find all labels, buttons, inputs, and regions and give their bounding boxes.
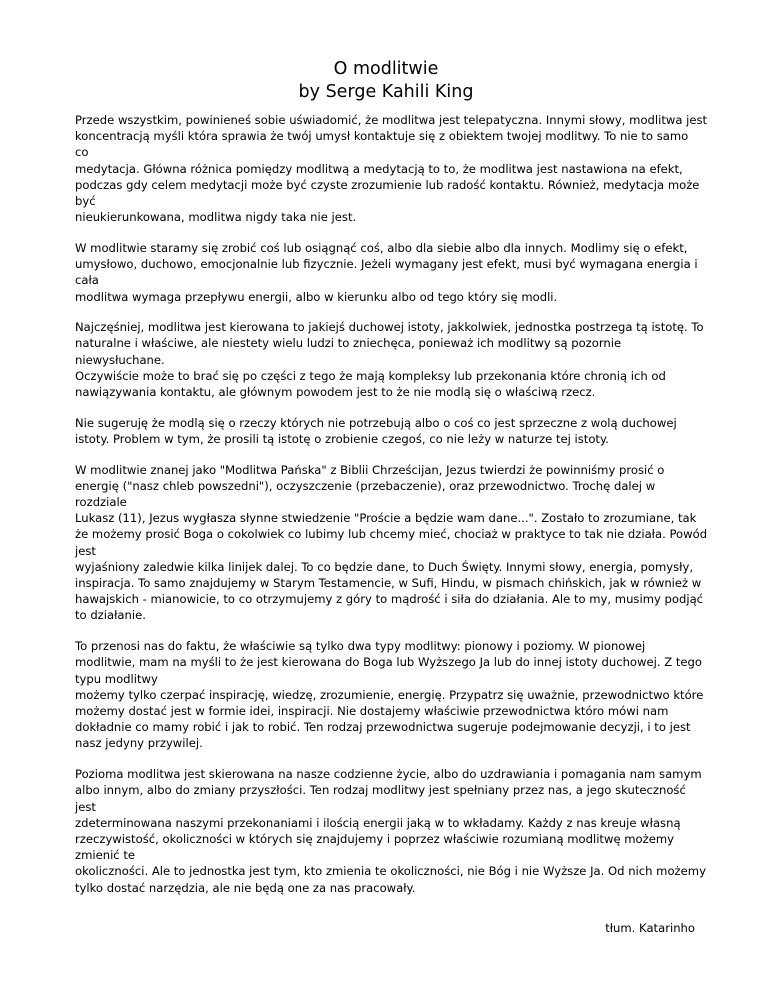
paragraph-line: hawajskich - mianowicie, to co otrzymujemy z góry to mądrość i siła do działania. Ale to my, musimy podjąć <box>75 592 704 607</box>
paragraph-line: Przede wszystkim, powinieneś sobie uświadomić, że modlitwa jest telepatyczna. Innymi słowy, modlitwa jest <box>75 113 708 127</box>
document-page <box>75 58 708 936</box>
paragraph-line: W modlitwie staramy się zrobić coś lub osiągnąć coś, albo dla siebie albo dla innych. Modlimy się o efekt, <box>75 240 688 255</box>
document-body <box>75 112 708 896</box>
document-title-block <box>75 58 697 104</box>
paragraph-line: modlitwie, mam na myśli to że jest kierowana do Boga lub Wyższego Ja lub do innej istoty duchowej. Z tego <box>75 655 702 670</box>
paragraph-line: nasz jedyny przywilej. <box>75 736 203 751</box>
paragraph-line: typu modlitwy <box>75 671 158 686</box>
paragraph-line: Nie sugeruję że modlą się o rzeczy których nie potrzebują albo o coś co jest sprzeczne z wolą duchowej <box>75 415 677 430</box>
paragraph-line: nieukierunkowana, modlitwa nigdy taka nie jest. <box>75 210 357 225</box>
paragraph-line: rozdziale <box>75 495 127 510</box>
document-title: O modlitwie <box>333 59 439 79</box>
paragraph-line: To przenosi nas do faktu, że właściwie są tylko dwa typy modlitwy: pionowy i poziomy. W pionowej <box>75 639 646 654</box>
paragraph <box>75 462 708 624</box>
paragraph-line: istoty. Problem w tym, że prosili tą istotę o zrobienie czegoś, co nie leży w naturze tej istoty. <box>75 431 609 446</box>
paragraph <box>75 112 708 225</box>
paragraph-line: możemy tylko czerpać inspirację, wiedzę, zrozumienie, energię. Przypatrz się uważnie, przewodnictwo które <box>75 687 704 702</box>
paragraph-line: energię ("nasz chleb powszedni"), oczyszczenie (przebaczenie), oraz przewodnictwo. Trochę dalej w <box>75 478 656 493</box>
paragraph-line: Lukasz (11), Jezus wygłasza słynne stwiedzenie "Proście a będzie wam dane...". Zostało to zrozumiane, tak <box>75 511 697 526</box>
paragraph-line: okoliczności. Ale to jednostka jest tym, kto zmienia te okoliczności, nie Bóg i nie Wyższe Ja. Od nich możemy <box>75 864 706 879</box>
paragraph-line: albo innym, albo do zmiany przyszłości. Ten rodzaj modlitwy jest spełniany przez nas, a jego skuteczność <box>75 783 686 798</box>
paragraph-line: być <box>75 194 96 209</box>
paragraph-line: cała <box>75 273 99 288</box>
paragraph-line: możemy dostać jest w formie idei, inspiracji. Nie dostajemy właściwie przewodnictwa któro mówi nam <box>75 704 669 718</box>
paragraph-line: jest <box>75 799 96 814</box>
paragraph <box>75 319 704 400</box>
paragraph-line: modlitwa wymaga przepływu energii, albo w kierunku albo od tego który się modli. <box>75 289 558 304</box>
paragraph-line: Pozioma modlitwa jest skierowana na nasze codzienne życie, albo do uzdrawiania i pomagania nam samym <box>75 767 702 782</box>
paragraph-line: koncentracją myśli która sprawia że twój umysł kontaktuje się z obiektem twojej modlitwy. To nie to samo <box>75 129 689 144</box>
paragraph <box>75 638 704 751</box>
paragraph <box>75 415 697 447</box>
paragraph-line: zmienić te <box>75 848 136 863</box>
paragraph-line: Oczywiście może to brać się po części z tego że mają kompleksy lub przekonania które chronią ich od <box>75 368 666 383</box>
paragraph-line: co <box>75 145 89 160</box>
paragraph-line: zdeterminowana naszymi przekonaniami i ilością energii jaką w to wkładamy. Każdy z nas kreuje własną <box>75 815 681 830</box>
paragraph <box>75 766 706 896</box>
paragraph-line: rzeczywistość, okoliczności w których się znajdujemy i poprzez właściwie rozumianą modlitwę możemy <box>75 831 675 846</box>
translator-credit: tłum. Katarinho <box>605 920 695 935</box>
paragraph-line: nawiązywania kontaktu, ale głównym powodem jest to że nie modlą się o właściwą rzecz. <box>75 385 596 400</box>
paragraph-line: wyjaśniony zaledwie kilka linijek dalej. To co będzie dane, to Duch Święty. Innymi słowy, energia, pomysły, <box>75 559 694 574</box>
paragraph-line: dokładnie co mamy robić i jak to robić. Ten rodzaj przewodnictwa sugeruje podejmowanie decyzji, i to jest <box>75 720 691 735</box>
paragraph-line: medytacja. Główna różnica pomiędzy modlitwą a medytacją to to, że modlitwa jest nastawiona na efekt, <box>75 161 683 176</box>
paragraph-line: niewysłuchane. <box>75 352 165 367</box>
paragraph-line: Najczęśniej, modlitwa jest kierowana to jakiejś duchowej istoty, jakkolwiek, jednostka postrzega tą istotę. To <box>75 320 704 335</box>
paragraph-line: inspiracja. To samo znajdujemy w Starym Testamencie, w Sufi, Hindu, w pismach chińskich, jak w również w <box>75 576 702 591</box>
paragraph-line: podczas gdy celem medytacji może być czyste zrozumienie lub radość kontaktu. Również, medytacja może <box>75 177 700 192</box>
paragraph-line: naturalne i właściwe, ale niestety wielu ludzi to zniechęca, ponieważ ich modlitwy są pozornie <box>75 336 622 351</box>
paragraph <box>75 240 697 305</box>
paragraph-line: umysłowo, duchowo, emocjonalnie lub fizycznie. Jeżeli wymagany jest efekt, musi być wymagana energia i <box>75 257 698 272</box>
paragraph-line: to działanie. <box>75 608 146 623</box>
paragraph-line: jest <box>75 543 96 558</box>
paragraph-line: że możemy prosić Boga o cokolwiek co lubimy lub chcemy mieć, chociaż w praktyce to tak nie działa. Powód <box>75 527 708 542</box>
paragraph-line: tylko dostać narzędzia, ale nie będą one za nas pracowały. <box>75 880 416 895</box>
document-subtitle: by Serge Kahili King <box>298 82 474 102</box>
paragraph-line: W modlitwie znanej jako "Modlitwa Pańska" z Biblii Chrześcijan, Jezus twierdzi że powinniśmy prosić o <box>75 462 665 477</box>
